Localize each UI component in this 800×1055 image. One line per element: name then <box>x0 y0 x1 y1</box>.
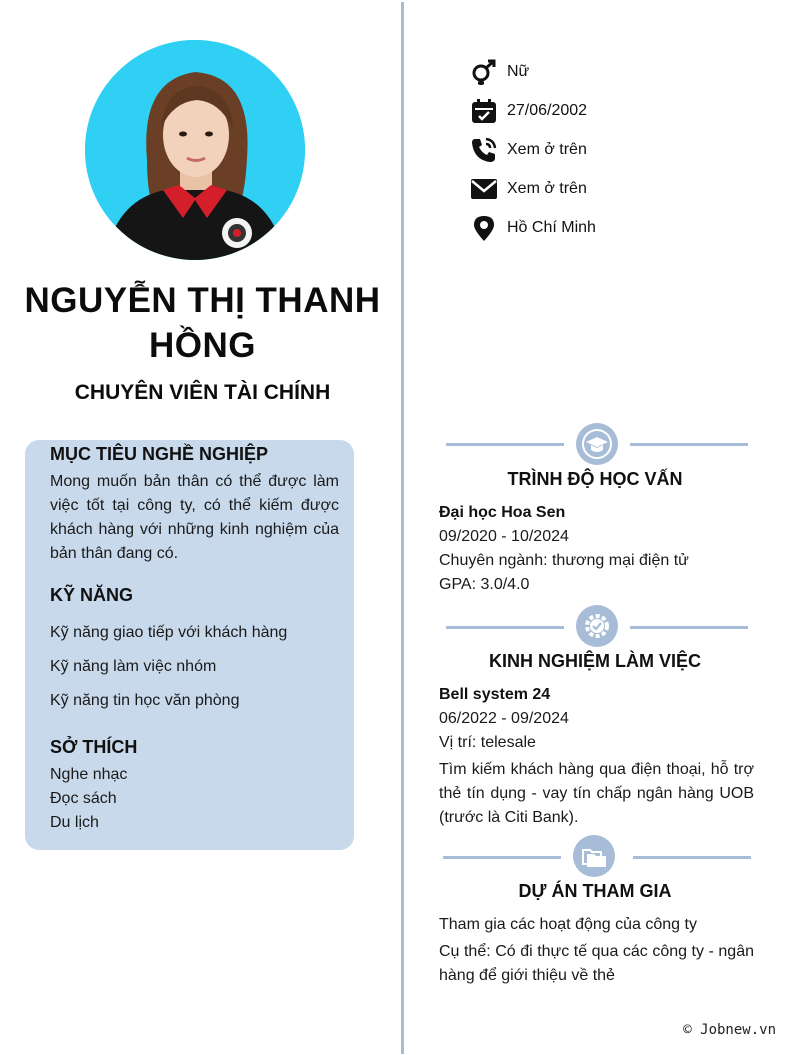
profile-photo <box>85 40 305 260</box>
phone-value: Xem ở trên <box>507 141 587 158</box>
contact-email <box>470 175 587 203</box>
experience-heading: KINH NGHIỆM LÀM VIỆC <box>488 651 701 671</box>
left-info-panel <box>25 440 354 850</box>
contact-birthday <box>470 97 587 125</box>
projects-rule-left <box>443 856 561 859</box>
education-heading: TRÌNH ĐỘ HỌC VẤN <box>507 469 683 489</box>
education-period: 09/2020 - 10/2024 <box>439 528 569 545</box>
hobby-item: Nghe nhạc <box>50 766 128 783</box>
education-school: Đại học Hoa Sen <box>439 504 566 521</box>
experience-company: Bell system 24 <box>439 686 551 703</box>
education-gpa: GPA: 3.0/4.0 <box>439 576 530 593</box>
email-value: Xem ở trên <box>507 180 587 197</box>
footer-copyright: © Jobnew.vn <box>683 1022 776 1038</box>
contact-phone <box>470 136 587 164</box>
skill-item: Kỹ năng tin học văn phòng <box>50 692 240 709</box>
map-pin-icon <box>470 214 498 242</box>
hobbies-heading: SỞ THÍCH <box>50 737 138 757</box>
experience-position: Vị trí: telesale <box>439 734 536 751</box>
hobby-item: Đọc sách <box>50 790 117 807</box>
gender-value: Nữ <box>507 63 530 80</box>
contact-gender <box>470 58 529 86</box>
candidate-name: NGUYỄN THỊ THANH HỒNG <box>24 281 381 365</box>
hobby-item: Du lịch <box>50 814 99 831</box>
projects-rule-right <box>633 856 751 859</box>
experience-rule-left <box>446 626 564 629</box>
graduation-cap-icon <box>576 423 618 465</box>
projects-line-2: Cụ thể: Có đi thực tế qua các công ty - ngân hàng để giới thiệu về thẻ <box>439 943 754 984</box>
contact-location <box>470 214 596 242</box>
location-value: Hồ Chí Minh <box>507 219 596 236</box>
experience-period: 06/2022 - 09/2024 <box>439 710 569 727</box>
birthday-value: 27/06/2002 <box>507 102 588 119</box>
education-rule-right <box>630 443 748 446</box>
projects-heading: DỰ ÁN THAM GIA <box>518 881 672 901</box>
objective-text: Mong muốn bản thân có thể được làm việc tốt tại công ty, có thể kiếm được khách hàng với những kinh nghiệm của bản thân đang có. <box>50 473 339 562</box>
calendar-icon <box>470 97 498 125</box>
education-rule-left <box>446 443 564 446</box>
objective-heading: MỤC TIÊU NGHỀ NGHIỆP <box>50 444 269 464</box>
skill-item: Kỹ năng giao tiếp với khách hàng <box>50 624 288 641</box>
job-title: CHUYÊN VIÊN TÀI CHÍNH <box>74 381 331 404</box>
envelope-icon <box>470 175 498 203</box>
folders-icon <box>573 835 615 877</box>
gear-check-icon <box>576 605 618 647</box>
phone-icon <box>470 136 498 164</box>
skill-item: Kỹ năng làm việc nhóm <box>50 658 217 675</box>
projects-line-1: Tham gia các hoạt động của công ty <box>439 916 697 933</box>
education-major: Chuyên ngành: thương mại điện tử <box>439 552 689 569</box>
experience-description: Tìm kiếm khách hàng qua điện thoại, hỗ trợ thẻ tín dụng - vay tín chấp ngân hàng UOB (trước là Citi Bank). <box>439 761 754 826</box>
skills-heading: KỸ NĂNG <box>50 585 134 605</box>
gender-icon <box>470 58 498 86</box>
column-divider <box>401 2 404 1054</box>
experience-rule-right <box>630 626 748 629</box>
